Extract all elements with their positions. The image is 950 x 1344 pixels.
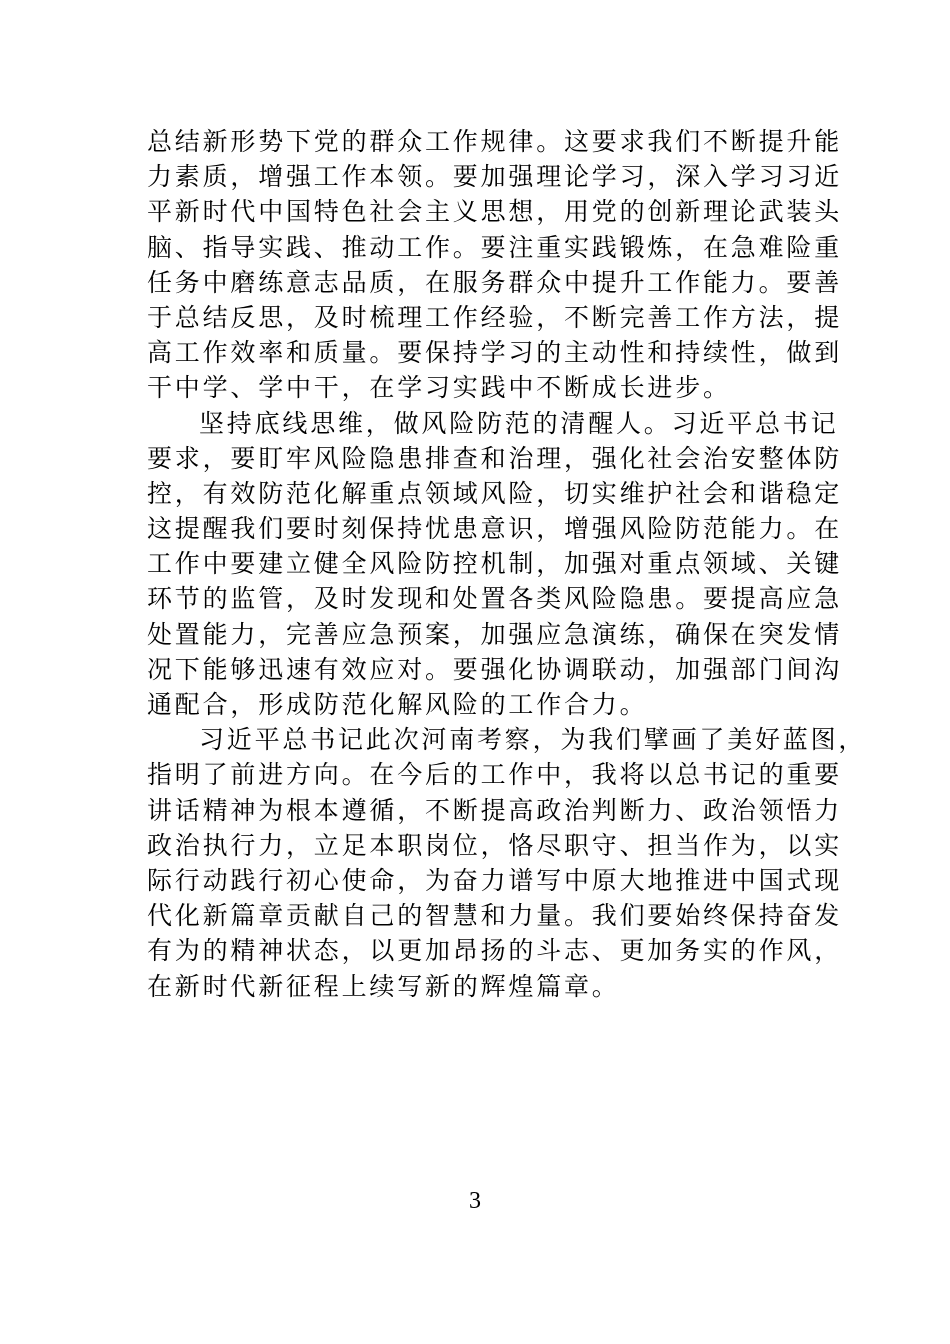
text-line: 环节的监管，及时发现和处置各类风险隐患。要提高应急 bbox=[147, 584, 843, 614]
text-line: 工作中要建立健全风险防控机制，加强对重点领域、关键 bbox=[147, 549, 843, 579]
text-line: 处置能力，完善应急预案，加强应急演练，确保在突发情 bbox=[147, 619, 843, 649]
text-line: 要求，要盯牢风险隐患排查和治理，强化社会治安整体防 bbox=[147, 443, 843, 473]
text-line: 总结新形势下党的群众工作规律。这要求我们不断提升能 bbox=[147, 127, 843, 156]
text-line: 代化新篇章贡献自己的智慧和力量。我们要始终保持奋发 bbox=[147, 901, 843, 931]
text-line: 在新时代新征程上续写新的辉煌篇章。 bbox=[147, 971, 620, 1001]
text-line: 控，有效防范化解重点领域风险，切实维护社会和谐稳定 bbox=[147, 478, 843, 508]
text-line: 平新时代中国特色社会主义思想，用党的创新理论武装头 bbox=[147, 197, 843, 227]
text-line: 际行动践行初心使命，为奋力谱写中原大地推进中国式现 bbox=[147, 865, 843, 895]
text-line: 有为的精神状态，以更加昂扬的斗志、更加务实的作风， bbox=[147, 936, 843, 966]
text-line: 这提醒我们要时刻保持忧患意识，增强风险防范能力。在 bbox=[147, 514, 843, 544]
text-line: 脑、指导实践、推动工作。要注重实践锻炼，在急难险重 bbox=[147, 232, 843, 262]
text-line: 于总结反思，及时梳理工作经验，不断完善工作方法，提 bbox=[147, 302, 843, 332]
text-line: 干中学、学中干，在学习实践中不断成长进步。 bbox=[147, 373, 731, 403]
paragraph-first-line: 坚持底线思维，做风险防范的清醒人。习近平总书记 bbox=[199, 408, 839, 438]
text-line: 况下能够迅速有效应对。要强化协调联动，加强部门间沟 bbox=[147, 654, 843, 684]
text-line: 高工作效率和质量。要保持学习的主动性和持续性，做到 bbox=[147, 338, 843, 368]
paragraph-first-line: 习近平总书记此次河南考察，为我们擘画了美好蓝图， bbox=[199, 725, 867, 755]
text-line: 通配合，形成防范化解风险的工作合力。 bbox=[147, 690, 648, 719]
text-line: 讲话精神为根本遵循，不断提高政治判断力、政治领悟力 bbox=[147, 795, 843, 825]
text-line: 政治执行力，立足本职岗位，恪尽职守、担当作为，以实 bbox=[147, 830, 843, 860]
text-line: 任务中磨练意志品质，在服务群众中提升工作能力。要善 bbox=[147, 267, 843, 297]
text-line: 指明了前进方向。在今后的工作中，我将以总书记的重要 bbox=[147, 760, 843, 790]
body-text bbox=[147, 124, 867, 1004]
page-number: 3 bbox=[469, 1188, 481, 1214]
text-line: 力素质，增强工作本领。要加强理论学习，深入学习习近 bbox=[147, 162, 843, 192]
